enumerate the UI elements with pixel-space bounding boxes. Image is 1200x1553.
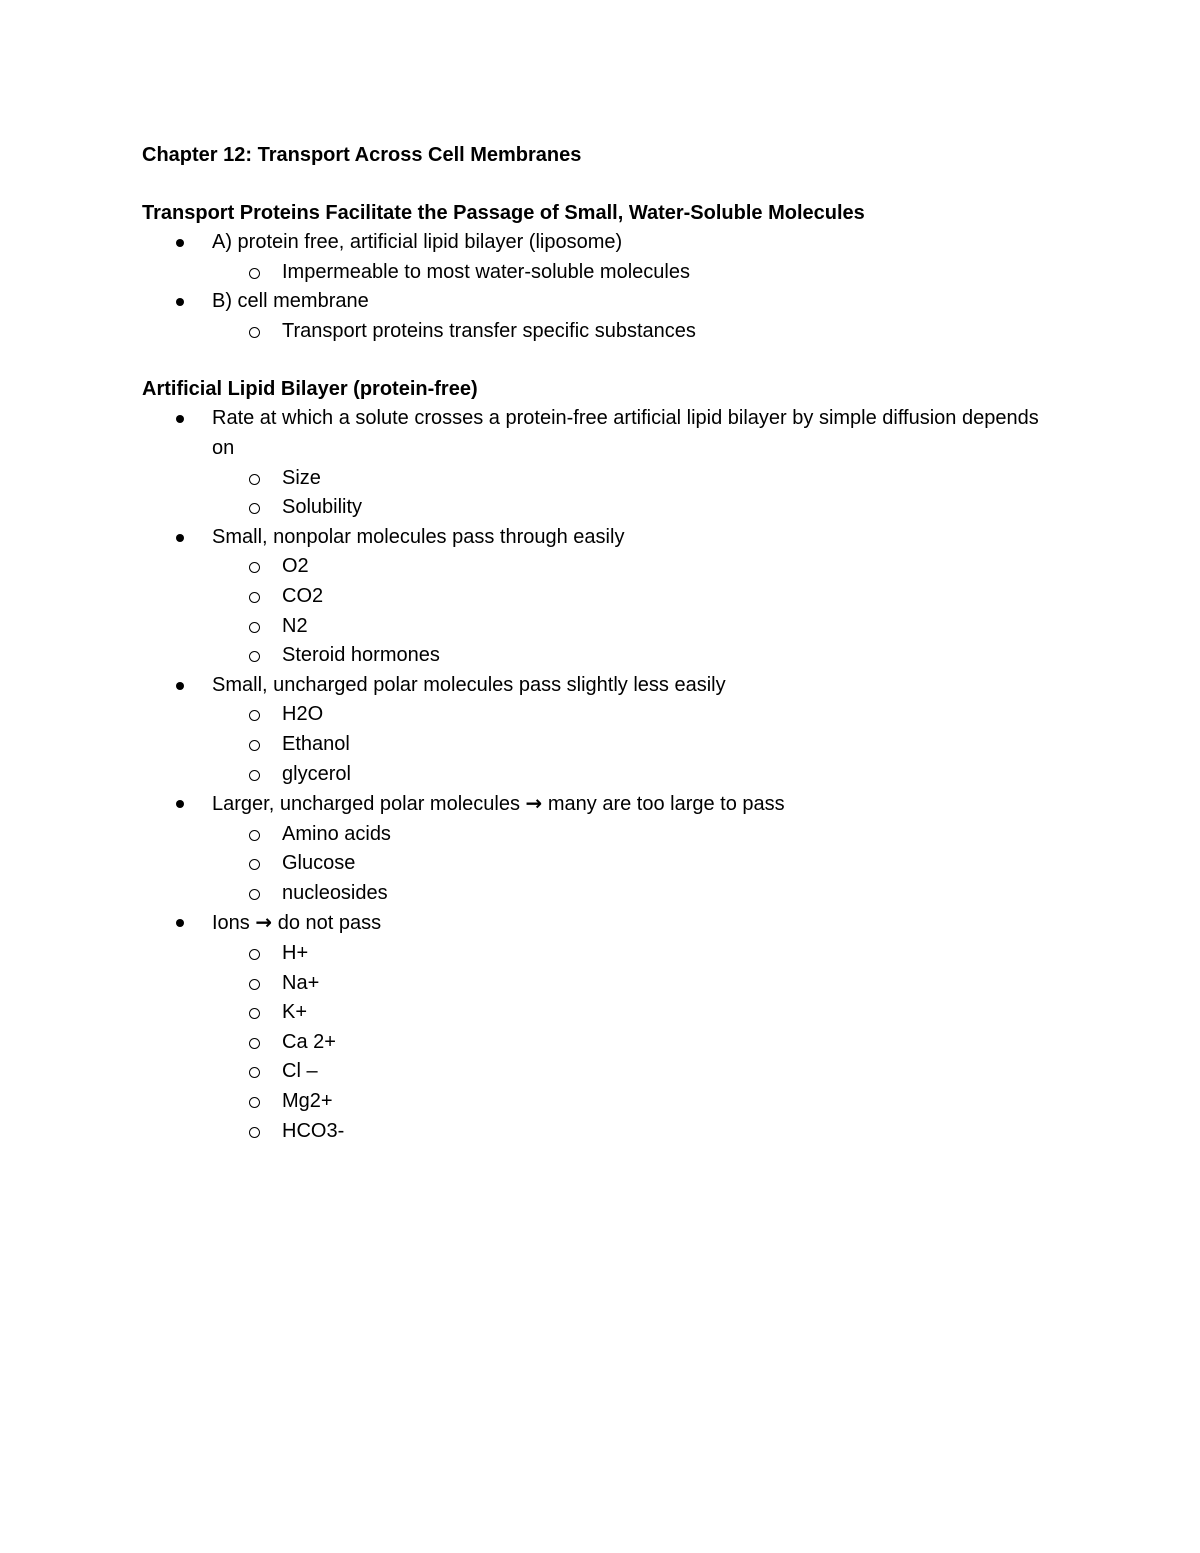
circle-bullet-icon [249,562,260,573]
circle-bullet-icon [249,622,260,633]
circle-bullet-icon [249,979,260,990]
sub-list-item-text: Amino acids [282,822,391,845]
sub-list-item-text: O2 [282,555,309,578]
sub-list-item [142,552,1042,582]
sub-list-item [142,760,1042,790]
circle-bullet-icon [249,268,260,279]
sub-list-item-text: H+ [282,942,309,965]
circle-bullet-icon [249,740,260,751]
section-heading: Artificial Lipid Bilayer (protein-free) [142,378,478,401]
sub-list-item-text: HCO3- [282,1119,345,1142]
sub-list-item-text: N2 [282,614,308,637]
sub-list-item-text: Cl – [282,1060,318,1083]
circle-bullet-icon [249,474,260,485]
sub-list-item-text: Transport proteins transfer specific substances [282,319,696,342]
circle-bullet-icon [249,949,260,960]
list-item-text: Small, uncharged polar molecules pass slightly less easily [212,673,726,696]
sub-list-item-text: Mg2+ [282,1090,333,1113]
sub-list-item [142,641,1042,671]
bullet-icon [176,239,184,247]
sub-list-item [142,1117,1042,1147]
sub-list-item-text: Glucose [282,852,356,875]
list-item [142,908,1042,1146]
section-heading: Transport Proteins Facilitate the Passage of Small, Water-Soluble Molecules [142,202,865,224]
bullet-icon [176,682,184,690]
circle-bullet-icon [249,1097,260,1108]
document-page [142,140,1042,1146]
sub-list-item-text: glycerol [282,762,351,785]
list-item [142,671,1042,789]
list-item-text-before: Ions [212,912,250,935]
sub-list-item [142,1057,1042,1087]
list-item-text-after: many are too large to pass [547,793,785,816]
circle-bullet-icon [249,651,260,662]
sub-list-item [142,1028,1042,1058]
list-item-text: Small, nonpolar molecules pass through easily [212,525,625,548]
sub-list-item [142,969,1042,999]
circle-bullet-icon [249,1038,260,1049]
list-item [142,228,1042,287]
bullet-list [142,404,1042,1146]
sub-list-item-text: Ca 2+ [282,1030,336,1053]
list-item-text-before: Larger, uncharged polar molecules [212,793,520,816]
sub-list-item-text: K+ [282,1001,308,1024]
sub-list-item [142,493,1042,523]
bullet-icon [176,800,184,808]
sub-list-item-text: nucleosides [282,881,388,904]
circle-bullet-icon [249,830,260,841]
list-item [142,523,1042,671]
sub-list-item [142,317,1042,347]
circle-bullet-icon [249,710,260,721]
sub-list-item [142,998,1042,1028]
list-item [142,789,1042,908]
sub-list-item [142,1087,1042,1117]
circle-bullet-icon [249,1008,260,1019]
circle-bullet-icon [249,859,260,870]
bullet-icon [176,534,184,542]
sub-list-item-text: Steroid hormones [282,644,440,667]
sub-list-item [142,464,1042,494]
sub-list-item [142,939,1042,969]
document-title: Chapter 12: Transport Across Cell Membranes [142,144,582,166]
right-arrow-icon: → [255,910,273,935]
sub-list-item [142,849,1042,879]
sub-list-item-text: Impermeable to most water-soluble molecules [282,260,690,283]
circle-bullet-icon [249,592,260,603]
circle-bullet-icon [249,770,260,781]
circle-bullet-icon [249,889,260,900]
bullet-icon [176,415,184,423]
bullet-icon [176,298,184,306]
sub-list-item [142,700,1042,730]
bullet-icon [176,919,184,927]
circle-bullet-icon [249,327,260,338]
sub-list-item-text: Solubility [282,496,363,519]
sub-list-item-text: CO2 [282,584,324,607]
list-item [142,404,1042,522]
bullet-list [142,228,1042,346]
list-item-text: A) protein free, artificial lipid bilayer (liposome) [212,231,623,253]
circle-bullet-icon [249,503,260,514]
sub-list-item-text: Size [282,466,321,489]
circle-bullet-icon [249,1067,260,1078]
list-item [142,287,1042,346]
sub-list-item-text: H2O [282,703,324,726]
sub-list-item-text: Ethanol [282,732,350,755]
sub-list-item [142,612,1042,642]
list-item-text: Rate at which a solute crosses a protein-free artificial lipid bilayer by simple diffusion depends on [212,407,1039,459]
sub-list-item [142,879,1042,909]
sub-list-item [142,258,1042,288]
circle-bullet-icon [249,1127,260,1138]
right-arrow-icon: → [525,791,543,816]
sub-list-item [142,820,1042,850]
list-item-text: B) cell membrane [212,290,369,313]
sub-list-item [142,730,1042,760]
sub-list-item [142,582,1042,612]
list-item-text-after: do not pass [277,912,382,935]
sub-list-item-text: Na+ [282,971,320,994]
